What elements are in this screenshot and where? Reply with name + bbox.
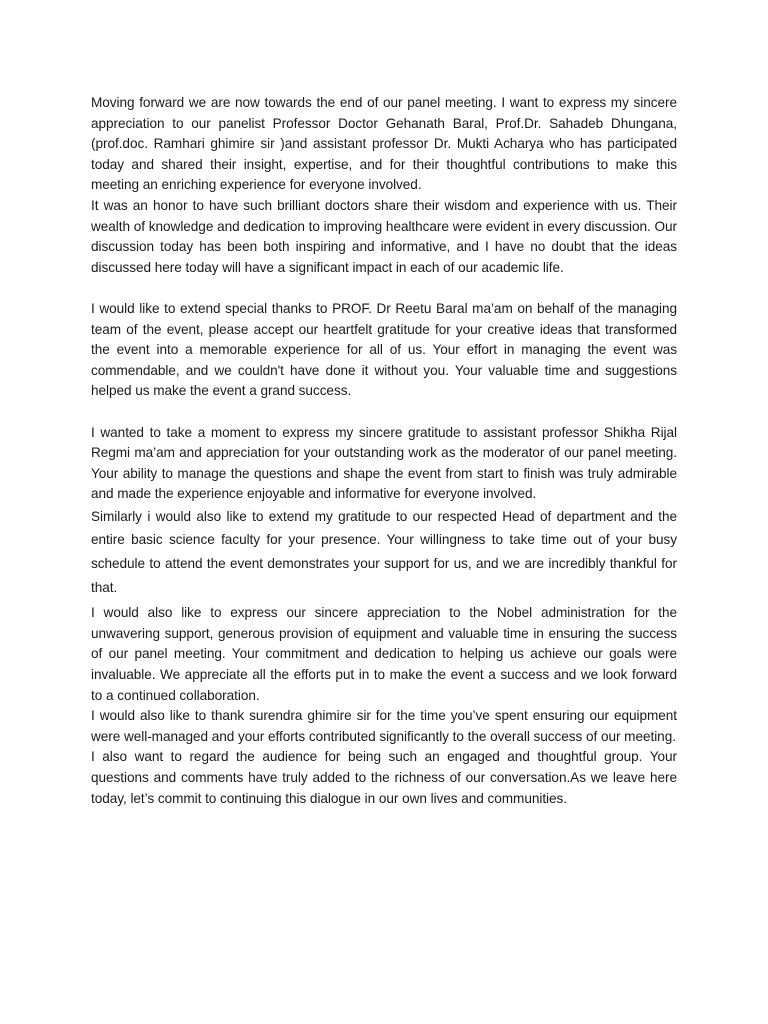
paragraph-spacer bbox=[91, 278, 677, 299]
paragraph-audience-thanks: I also want to regard the audience for being such an engaged and thoughtful group. Your questions and comments have truly added to the richness of our conversation.As we leave here today, let’s commit to continuing this dialogue in our own lives and communities. bbox=[91, 749, 677, 806]
paragraph-department-thanks: Similarly i would also like to extend my gratitude to our respected Head of department and the entire basic science faculty for your presence. Your willingness to take time out of your busy schedule to attend the event demonstrates your support for us, and we are incredibly thankful for that. bbox=[91, 508, 677, 595]
paragraph-administration-thanks: I would also like to express our sincere appreciation to the Nobel administration for the unwavering support, generous provision of equipment and valuable time in ensuring the success of our panel meeting. Your commitment and dedication to helping us achieve our goals were invaluable. We appreciate all the efforts put in to make the event a success and we look forward to a continued collaboration. bbox=[91, 605, 677, 703]
paragraph-equipment-thanks: I would also like to thank surendra ghimire sir for the time you’ve spent ensuring our equipment were well-managed and your efforts contributed significantly to the overall success of our meeting. bbox=[91, 708, 677, 744]
paragraph-spacer bbox=[91, 402, 677, 423]
paragraph-closing-remarks: Moving forward we are now towards the end of our panel meeting. I want to express my sincere appreciation to our panelist Professor Doctor Gehanath Baral, Prof.Dr. Sahadeb Dhungana, (prof.doc. Ramhari ghimire sir )and assistant professor Dr. Mukti Acharya who has participated today and shared their insight, expertise, and for their thoughtful contributions to make this meeting an enriching experience for everyone involved. bbox=[91, 95, 677, 193]
document-page bbox=[91, 93, 677, 809]
paragraph-moderator-thanks: I wanted to take a moment to express my sincere gratitude to assistant professor Shikha Rijal Regmi ma’am and appreciation for your outstanding work as the moderator of our panel meeting. Your ability to manage the questions and shape the event from start to finish was truly admirable and made the experience enjoyable and informative for everyone involved. bbox=[91, 424, 677, 502]
paragraph-special-thanks: I would like to extend special thanks to PROF. Dr Reetu Baral ma’am on behalf of the managing team of the event, please accept our heartfelt gratitude for your creative ideas that transformed the event into a memorable experience for all of us. Your effort in managing the event was commendable, and we couldn't have done it without you. Your valuable time and suggestions helped us make the event a grand success. bbox=[91, 300, 677, 399]
paragraph-honor: It was an honor to have such brilliant doctors share their wisdom and experience with us. Their wealth of knowledge and dedication to improving healthcare were evident in every discussion. Our discussion today has been both inspiring and informative, and I have no doubt that the ideas discussed here today will have a significant impact in each of our academic life. bbox=[91, 197, 677, 275]
